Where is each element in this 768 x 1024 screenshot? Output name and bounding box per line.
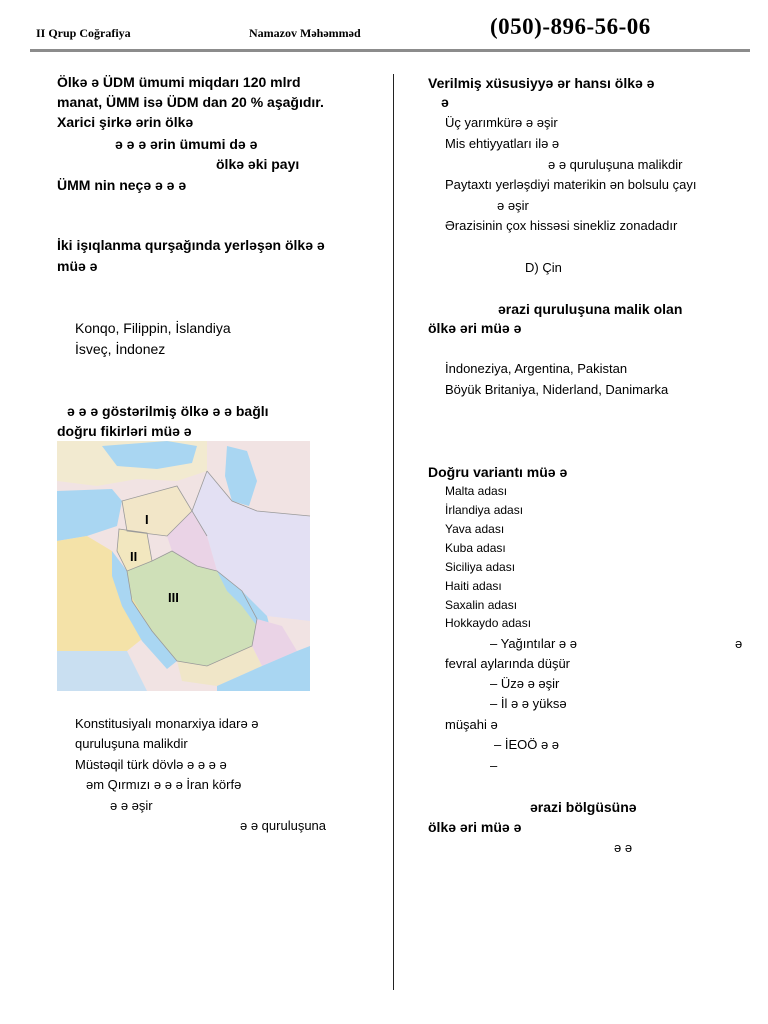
q5-option: Böyük Britaniya, Niderland, Danimarka [445, 382, 669, 397]
q6-statement: ə [735, 636, 743, 651]
q6-statement: – İl ə ə yüksə [490, 696, 567, 711]
q6-statement: – Yağıntılar ə ə [490, 636, 577, 651]
q5-option: İndoneziya, Argentina, Pakistan [445, 361, 628, 376]
island-item: Malta adası [445, 484, 508, 498]
course-title: II Qrup Coğrafiya [36, 26, 131, 40]
q3-option: quruluşuna malikdir [75, 736, 188, 751]
island-item: Saxalin adası [445, 598, 518, 612]
q1-line: ÜMM nin neçə ə ə ə [57, 177, 187, 193]
island-item: İrlandiya adası [445, 503, 524, 517]
q4-option: ə ə quruluşuna malikdir [548, 157, 683, 172]
q4-option: Ərazisinin çox hissəsi sinekliz zonadadır [445, 218, 678, 233]
phone-number: (050)-896-56-06 [490, 14, 651, 39]
q6-statement: – [490, 758, 498, 773]
q4-line: ə [441, 94, 449, 110]
q1-line: ölkə əki payı [216, 156, 300, 172]
island-item: Siciliya adası [445, 560, 516, 574]
map-label-iii: III [168, 590, 179, 605]
q6-statement: – İEOÖ ə ə [494, 737, 560, 752]
q6-title: Doğru variantı müə ə [428, 464, 568, 480]
island-item: Kuba adası [445, 541, 506, 555]
q3-option: əm Qırmızı ə ə ə İran körfə [86, 777, 242, 792]
q7-line: ə ə [614, 840, 633, 855]
q2-line: müə ə [57, 258, 98, 274]
q3-line: ə ə ə göstərilmiş ölkə ə ə bağlı [67, 403, 269, 419]
q4-option: Paytaxtı yerləşdiyi materikin ən bolsulu çayı [445, 177, 697, 192]
q4-option: Üç yarımkürə ə əşir [445, 115, 558, 130]
map-label-i: I [145, 512, 149, 527]
q5-line: ölkə əri müə ə [428, 320, 522, 336]
q7-line: ölkə əri müə ə [428, 819, 522, 835]
q3-option: Müstəqil türk dövlə ə ə ə ə [75, 757, 227, 772]
header-rule [30, 49, 750, 52]
page-header [0, 14, 768, 50]
q1-line: Ölkə ə ÜDM ümumi miqdarı 120 mlrd [57, 74, 301, 90]
q3-option: Konstitusiyalı monarxiya idarə ə [75, 716, 259, 731]
q3-line: doğru fikirləri müə ə [57, 423, 192, 439]
q3-option: ə ə quruluşuna [240, 818, 327, 833]
q2-line: İki işıqlanma qurşağında yerləşən ölkə ə [57, 237, 325, 253]
q2-option: Konqo, Filippin, İslandiya [75, 320, 231, 336]
q3-option: ə ə əşir [110, 798, 153, 813]
q4-option: ə əşir [497, 198, 529, 213]
q4-answer: D) Çin [525, 260, 562, 275]
q1-line: ə ə ə ərin ümumi də ə [115, 136, 258, 152]
q4-line: Verilmiş xüsusiyyə ər hansı ölkə ə [428, 75, 655, 91]
q6-statement: fevral aylarında düşür [445, 656, 571, 671]
column-divider [393, 74, 394, 990]
q4-option: Mis ehtiyyatları ilə ə [445, 136, 560, 151]
q6-statement: müşahi ə [445, 717, 498, 732]
map-graphic [57, 441, 310, 691]
island-item: Hokkaydo adası [445, 616, 532, 630]
middle-east-map [57, 441, 310, 691]
q1-line: Xarici şirkə ərin ölkə [57, 114, 194, 130]
map-label-ii: II [130, 549, 138, 564]
q1-line: manat, ÜMM isə ÜDM dan 20 % aşağıdır. [57, 94, 324, 110]
q2-option: İsveç, İndonez [75, 341, 166, 357]
author-name: Namazov Məhəmməd [249, 26, 361, 40]
q6-statement: – Üzə ə əşir [490, 676, 560, 691]
island-item: Haiti adası [445, 579, 502, 593]
q7-line: ərazi bölgüsünə [530, 799, 637, 815]
island-item: Yava adası [445, 522, 505, 536]
q5-line: ərazi quruluşuna malik olan [498, 301, 683, 317]
